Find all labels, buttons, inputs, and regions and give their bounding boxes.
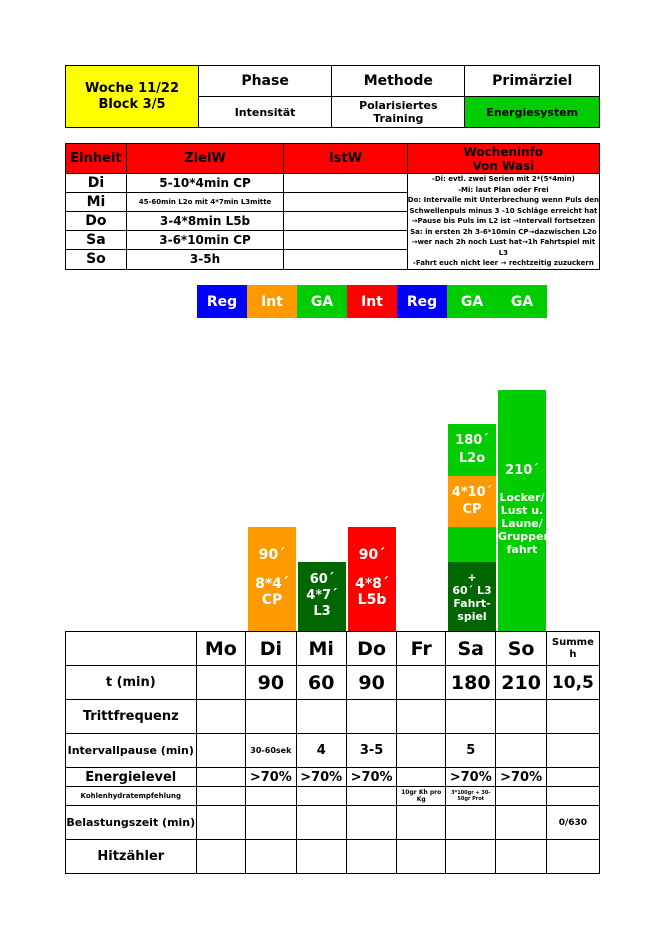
zone-mo: Reg	[197, 285, 247, 318]
bar-so-text: Lust u.	[500, 504, 544, 517]
pause-value[interactable]: 5	[446, 734, 496, 768]
energie-sum	[546, 768, 599, 787]
t-value[interactable]	[196, 666, 246, 700]
info-line: →wer nach 2h noch Lust hat→1h Fahrtspiel mit L3	[411, 238, 596, 257]
bel-value[interactable]	[397, 806, 446, 840]
bar-sa-mid-intervals: 4*10´	[451, 485, 493, 500]
energie-value[interactable]: >70%	[346, 768, 396, 787]
kh-sum	[546, 787, 599, 806]
day-header: Do	[346, 632, 396, 666]
bar-so-text: Locker/	[499, 491, 545, 504]
bel-value[interactable]	[196, 806, 246, 840]
bar-di-intervals: 8*4´	[255, 576, 289, 592]
bar-mi-duration: 60´	[309, 572, 335, 587]
hitze-value[interactable]	[496, 840, 546, 874]
einheit-zielw: 3-6*10min CP	[126, 231, 283, 250]
zone-mi: GA	[297, 285, 347, 318]
tritt-sum	[546, 700, 599, 734]
zone-do: Int	[347, 285, 397, 318]
bar-sa-bot	[448, 562, 496, 631]
zone-fr: Reg	[397, 285, 447, 318]
wocheninfo-text	[407, 174, 599, 270]
zielw-header: ZielW	[126, 144, 283, 174]
row-label-pause: Intervallpause (min)	[66, 734, 197, 768]
einheit-istw[interactable]	[284, 174, 408, 193]
einheit-zielw: 3-4*8min L5b	[126, 212, 283, 231]
bar-do	[348, 527, 396, 631]
row-label-bel: Belastungszeit (min)	[66, 806, 197, 840]
bar-sa-gap	[448, 527, 496, 562]
kh-value[interactable]: 3*100gr + 30-50gr Prot	[446, 787, 496, 806]
energie-value[interactable]: >70%	[496, 768, 546, 787]
t-sum: 10,5	[546, 666, 599, 700]
bar-so-text: fahrt	[506, 543, 538, 556]
tritt-value[interactable]	[346, 700, 396, 734]
energie-value[interactable]: >70%	[296, 768, 346, 787]
bel-sum: 0/630	[546, 806, 599, 840]
bar-mi	[298, 562, 346, 631]
kh-value[interactable]	[296, 787, 346, 806]
bel-value[interactable]	[446, 806, 496, 840]
zone-so: GA	[497, 285, 547, 318]
week-block-cell	[66, 66, 199, 128]
kh-value[interactable]	[196, 787, 246, 806]
hitze-value[interactable]	[446, 840, 496, 874]
bar-di	[248, 527, 296, 631]
day-header: Mi	[296, 632, 346, 666]
header-table	[65, 65, 600, 128]
einheit-day: So	[66, 250, 127, 269]
tritt-value[interactable]	[246, 700, 296, 734]
phase-header: Phase	[199, 66, 332, 97]
info-line: →Pause bis Puls im L2 ist →Intervall fortsetzen	[411, 217, 596, 225]
t-value[interactable]: 60	[296, 666, 346, 700]
energie-value[interactable]	[196, 768, 246, 787]
hitze-sum	[546, 840, 599, 874]
info-line: -Fahrt euch nicht leer → rechtzeitig zuzuckern	[412, 259, 594, 267]
bar-do-zone: L5b	[357, 592, 387, 608]
bar-so	[498, 390, 552, 631]
einheit-istw[interactable]	[284, 212, 408, 231]
info-line: -Di: evtl. zwei Serien mit 2*(5*4min)	[431, 175, 575, 183]
corner-cell	[66, 632, 197, 666]
day-header: Mo	[196, 632, 246, 666]
zone-sa: GA	[447, 285, 497, 318]
bar-do-intervals: 4*8´	[355, 576, 389, 592]
week-table	[65, 631, 600, 874]
tritt-value[interactable]	[446, 700, 496, 734]
hitze-value[interactable]	[296, 840, 346, 874]
tritt-value[interactable]	[196, 700, 246, 734]
summe-label: Summe	[551, 636, 594, 648]
wocheninfo-header	[407, 144, 599, 174]
einheit-istw[interactable]	[284, 231, 408, 250]
pause-value[interactable]: 30-60sek	[246, 734, 296, 768]
methode-value-line1: Polarisiertes	[359, 99, 438, 112]
bel-value[interactable]	[246, 806, 296, 840]
bar-sa-bot-spiel: spiel	[457, 610, 487, 623]
pause-sum	[546, 734, 599, 768]
bar-sa-top	[448, 424, 496, 476]
kh-value[interactable]	[496, 787, 546, 806]
einheit-istw[interactable]	[284, 193, 408, 212]
hitze-value[interactable]	[196, 840, 246, 874]
einheit-zielw: 5-10*4min CP	[126, 174, 283, 193]
bar-do-duration: 90´	[358, 547, 386, 563]
day-header: Fr	[397, 632, 446, 666]
methode-value-line2: Training	[373, 112, 424, 125]
row-label-tritt: Trittfrequenz	[66, 700, 197, 734]
row-label-kh: Kohlenhydratempfehlung	[66, 787, 197, 806]
t-value[interactable]: 90	[246, 666, 296, 700]
bar-sa-bot-duration: 60´ L3	[452, 584, 492, 597]
einheit-day: Do	[66, 212, 127, 231]
einheit-header: Einheit	[66, 144, 127, 174]
wocheninfo-title: Wocheninfo	[463, 144, 544, 159]
hitze-value[interactable]	[246, 840, 296, 874]
summe-header	[546, 632, 599, 666]
t-value[interactable]: 180	[446, 666, 496, 700]
bar-di-duration: 90´	[258, 547, 286, 563]
row-label-t: t (min)	[66, 666, 197, 700]
hitze-value[interactable]	[397, 840, 446, 874]
bar-so-text: Laune/	[501, 517, 543, 530]
pause-value[interactable]: 4	[296, 734, 346, 768]
kh-value[interactable]: 10gr Kh pro Kg	[397, 787, 446, 806]
bar-sa-bot-fahrt: Fahrt-	[453, 597, 491, 610]
t-value[interactable]: 90	[346, 666, 396, 700]
tritt-value[interactable]	[496, 700, 546, 734]
tritt-value[interactable]	[296, 700, 346, 734]
einheit-table	[65, 143, 600, 270]
methode-value	[332, 97, 465, 128]
einheit-zielw: 45-60min L2o mit 4*7min L3mitte	[126, 193, 283, 212]
wocheninfo-author: Von Wasi	[472, 158, 535, 173]
pause-value[interactable]: 3-5	[346, 734, 396, 768]
day-header: So	[496, 632, 546, 666]
bar-mi-intervals: 4*7´	[306, 588, 338, 603]
energie-value[interactable]: >70%	[446, 768, 496, 787]
bel-value[interactable]	[496, 806, 546, 840]
bar-sa-mid-zone: CP	[462, 502, 482, 517]
info-line: -Mi: laut Plan oder Frei	[458, 185, 549, 194]
bar-di-zone: CP	[261, 592, 283, 608]
einheit-istw[interactable]	[284, 250, 408, 269]
tritt-value[interactable]	[397, 700, 446, 734]
pause-value[interactable]	[397, 734, 446, 768]
istw-header: IstW	[284, 144, 408, 174]
t-value[interactable]	[397, 666, 446, 700]
energie-value[interactable]	[397, 768, 446, 787]
day-header: Di	[246, 632, 296, 666]
einheit-day: Sa	[66, 231, 127, 250]
bar-mi-zone: L3	[313, 604, 331, 619]
pause-value[interactable]	[496, 734, 546, 768]
methode-header: Methode	[332, 66, 465, 97]
bar-so-duration: 210´	[505, 463, 539, 478]
row-label-hitze: Hitzähler	[66, 840, 197, 874]
phase-value: Intensität	[199, 97, 332, 128]
block-label: Block 3/5	[98, 96, 166, 112]
pause-value[interactable]	[196, 734, 246, 768]
kh-value[interactable]	[346, 787, 396, 806]
day-header: Sa	[446, 632, 496, 666]
einheit-day: Di	[66, 174, 127, 193]
zone-di: Int	[247, 285, 297, 318]
energie-value[interactable]: >70%	[246, 768, 296, 787]
info-line: Do: Intervalle mit Unterbrechung wenn Puls den	[407, 196, 599, 204]
einheit-zielw: 3-5h	[126, 250, 283, 269]
summe-unit: h	[569, 648, 577, 660]
info-line: Schwellenpuls minus 3 -10 Schläge erreicht hat	[409, 206, 598, 215]
bar-sa-top-duration: 180´	[455, 433, 489, 448]
hitze-value[interactable]	[346, 840, 396, 874]
ziel-header: Primärziel	[465, 66, 600, 97]
ziel-value: Energiesystem	[465, 97, 600, 128]
bar-sa-top-zone: L2o	[458, 451, 486, 466]
t-value[interactable]: 210	[496, 666, 546, 700]
week-label: Woche 11/22	[84, 80, 180, 96]
bel-value[interactable]	[296, 806, 346, 840]
row-label-energie: Energielevel	[66, 768, 197, 787]
kh-value[interactable]	[246, 787, 296, 806]
info-line: Sa: in ersten 2h 3-6*10min CP→dazwischen L2o	[410, 227, 597, 236]
bar-sa-mid	[448, 476, 496, 527]
bar-so-text: Gruppen	[498, 530, 552, 543]
bel-value[interactable]	[346, 806, 396, 840]
einheit-day: Mi	[66, 193, 127, 212]
bar-sa-bot-plus: +	[467, 571, 477, 584]
